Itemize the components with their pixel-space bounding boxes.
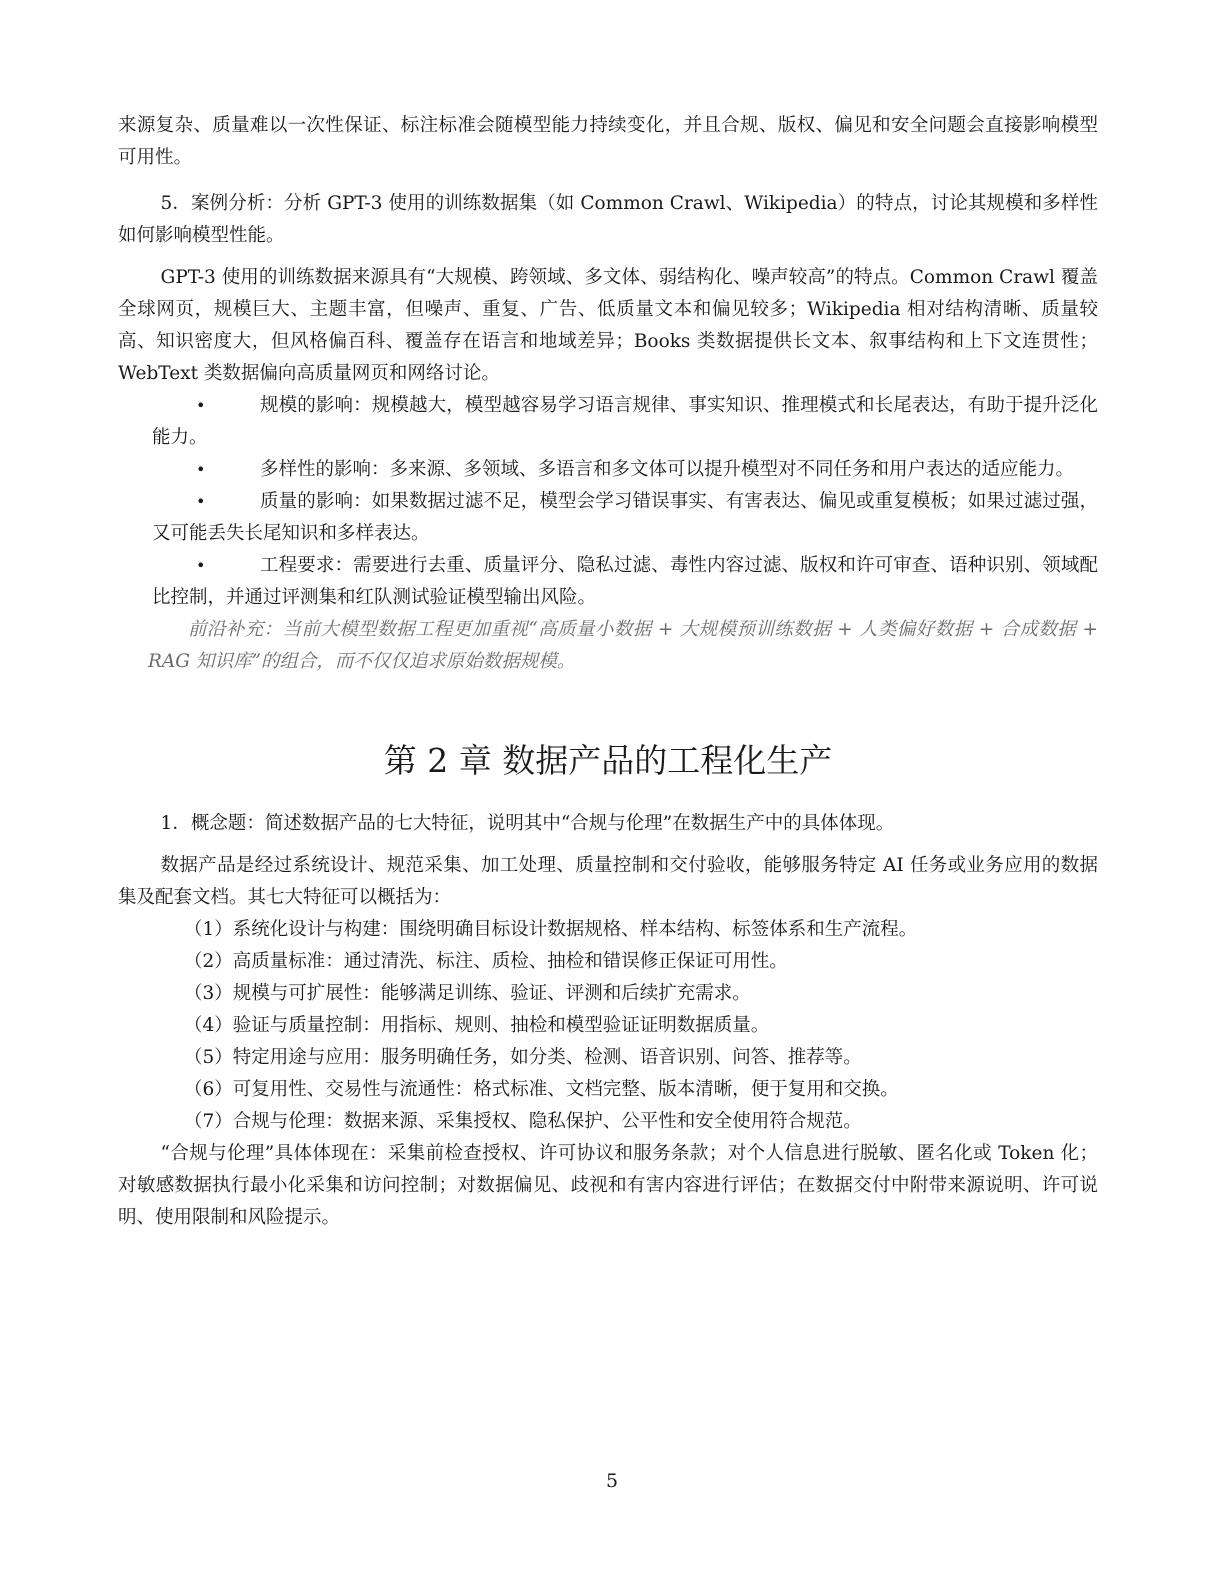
feature-item: （1）系统化设计与构建：围绕明确目标设计数据规格、样本结构、标签体系和生产流程。: [184, 919, 918, 940]
page-content: [118, 110, 1098, 1234]
feature-item: （3）规模与可扩展性：能够满足训练、验证、评测和后续扩充需求。: [184, 983, 751, 1004]
bullet-item-quality: [118, 486, 1098, 550]
seven-features-list: [118, 914, 1098, 1138]
bullet-icon: •: [196, 556, 206, 575]
bullet-text-quality: 质量的影响：如果数据过滤不足，模型会学习错误事实、有害表达、偏见或重复模板；如果过滤过强，又可能丢失长尾知识和多样表达。: [152, 491, 1098, 544]
compliance-paragraph: “合规与伦理”具体体现在：采集前检查授权、许可协议和服务条款；对个人信息进行脱敏、匿名化或 Token 化；对敏感数据执行最小化采集和访问控制；对数据偏见、歧视和有害内容进行评估；在数据交付中附带来源说明、许可说明、使用限制和风险提示。: [118, 1143, 1098, 1228]
bullet-text-engineering: 工程要求：需要进行去重、质量评分、隐私过滤、毒性内容过滤、版权和许可审查、语种识别、领域配比控制，并通过评测集和红队测试验证模型输出风险。: [152, 555, 1098, 608]
question-5-heading: 5．案例分析：分析 GPT-3 使用的训练数据集（如 Common Crawl、Wikipedia）的特点，讨论其规模和多样性如何影响模型性能。: [118, 193, 1098, 246]
feature-item: （2）高质量标准：通过清洗、标注、质检、抽检和错误修正保证可用性。: [184, 951, 788, 972]
feature-item: （7）合规与伦理：数据来源、采集授权、隐私保护、公平性和安全使用符合规范。: [184, 1111, 862, 1132]
question-5-answer-paragraph: GPT-3 使用的训练数据来源具有“大规模、跨领域、多文体、弱结构化、噪声较高”的特点。Common Crawl 覆盖全球网页，规模巨大、主题丰富，但噪声、重复、广告、低质量文本和偏见较多；Wikipedia 相对结构清晰、质量较高、知识密度大，但风格偏百科、覆盖存在语言和地域差异；Books 类数据提供长文本、叙事结构和上下文连贯性；WebText 类数据偏向高质量网页和网络讨论。: [118, 267, 1098, 384]
bullet-icon: •: [196, 460, 206, 479]
bullet-item-diversity: [118, 454, 1098, 486]
bullet-text-scale: 规模的影响：规模越大，模型越容易学习语言规律、事实知识、推理模式和长尾表达，有助于提升泛化能力。: [152, 395, 1098, 448]
bullet-item-scale: [118, 390, 1098, 454]
question-1-heading: 1．概念题：简述数据产品的七大特征，说明其中“合规与伦理”在数据生产中的具体体现。: [160, 813, 895, 834]
intro-continuation-paragraph: 来源复杂、质量难以一次性保证、标注标准会随模型能力持续变化，并且合规、版权、偏见和安全问题会直接影响模型可用性。: [118, 115, 1098, 168]
frontier-note: 前沿补充：当前大模型数据工程更加重视“高质量小数据 + 大规模预训练数据 + 人类偏好数据 + 合成数据 + RAG 知识库”的组合，而不仅仅追求原始数据规模。: [148, 619, 1098, 672]
bullet-icon: •: [196, 396, 206, 415]
feature-item: （4）验证与质量控制：用指标、规则、抽检和模型验证证明数据质量。: [184, 1015, 770, 1036]
feature-item: （5）特定用途与应用：服务明确任务，如分类、检测、语音识别、问答、推荐等。: [184, 1047, 862, 1068]
chapter-title: 第 2 章 数据产品的工程化生产: [383, 741, 833, 780]
feature-item: （6）可复用性、交易性与流通性：格式标准、文档完整、版本清晰，便于复用和交换。: [184, 1079, 899, 1100]
bullet-text-diversity: 多样性的影响：多来源、多领域、多语言和多文体可以提升模型对不同任务和用户表达的适应能力。: [260, 459, 1075, 480]
bullet-item-engineering: [118, 550, 1098, 614]
bullet-icon: •: [196, 492, 206, 511]
impact-bullet-list: [118, 390, 1098, 614]
question-1-answer-intro: 数据产品是经过系统设计、规范采集、加工处理、质量控制和交付验收，能够服务特定 AI 任务或业务应用的数据集及配套文档。其七大特征可以概括为：: [118, 855, 1098, 908]
page-number: 5: [605, 1470, 619, 1492]
